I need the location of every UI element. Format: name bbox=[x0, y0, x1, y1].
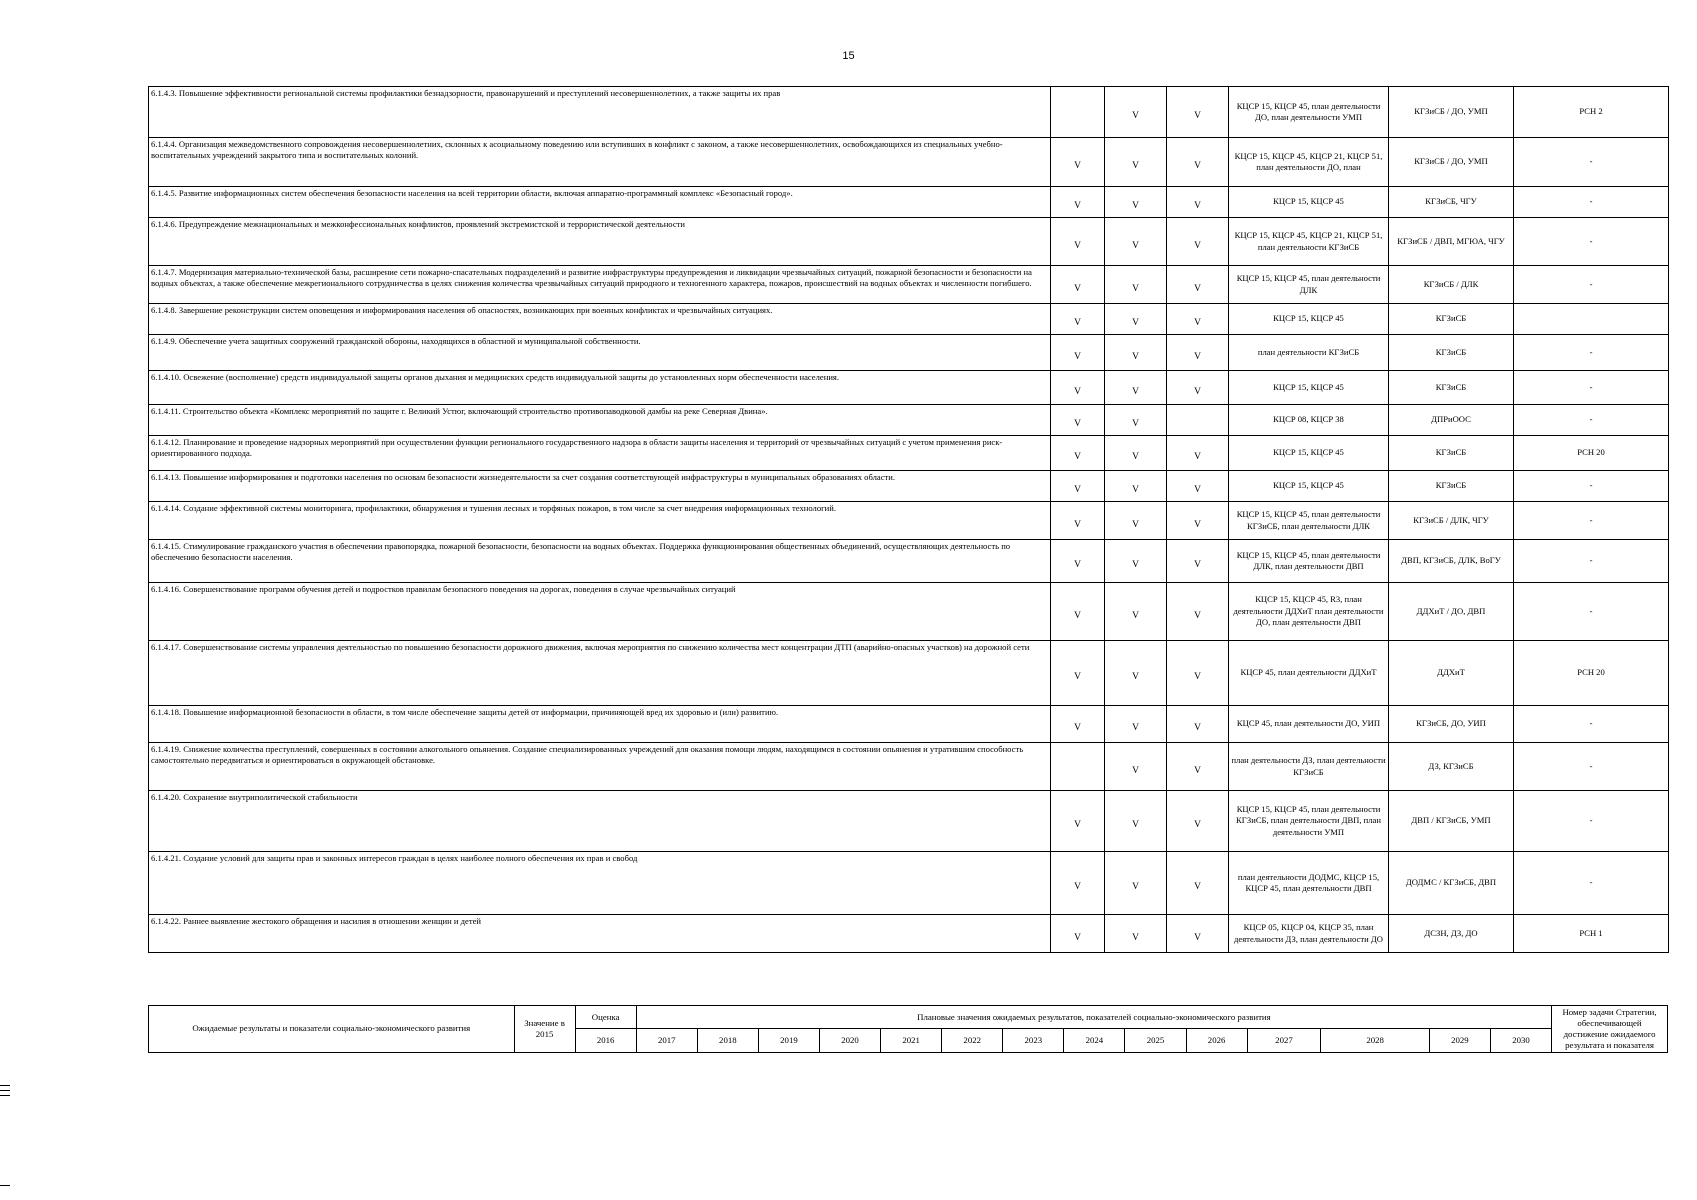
table-row bbox=[149, 371, 1669, 405]
rsn-code: - bbox=[1514, 706, 1669, 743]
mark-v-2: V bbox=[1105, 583, 1167, 641]
header-year: 2021 bbox=[881, 1029, 942, 1052]
mark-v-1: V bbox=[1051, 335, 1105, 371]
margin-mark bbox=[0, 1185, 10, 1186]
mark-v-1: V bbox=[1051, 218, 1105, 266]
table-row bbox=[149, 266, 1669, 304]
header-year: 2018 bbox=[697, 1029, 758, 1052]
mark-v-3: V bbox=[1167, 583, 1229, 641]
responsible: ДСЗН, ДЗ, ДО bbox=[1389, 915, 1514, 953]
mark-v-3: V bbox=[1167, 138, 1229, 187]
mark-v-1: V bbox=[1051, 405, 1105, 436]
mark-v-2: V bbox=[1105, 791, 1167, 852]
table-row bbox=[149, 502, 1669, 540]
rsn-code: - bbox=[1514, 540, 1669, 583]
mark-v-3: V bbox=[1167, 743, 1229, 791]
responsible: ДДХиТ / ДО, ДВП bbox=[1389, 583, 1514, 641]
funding-source: КЦСР 15, КЦСР 45, R3, план деятельности ДДХиТ план деятельности ДО, план деятельности ДВП bbox=[1229, 583, 1389, 641]
table-row bbox=[149, 791, 1669, 852]
table-row bbox=[149, 706, 1669, 743]
funding-source: КЦСР 15, КЦСР 45, план деятельности КГЗиСБ, план деятельности ДЛК bbox=[1229, 502, 1389, 540]
mark-v-2: V bbox=[1105, 743, 1167, 791]
header-year: 2029 bbox=[1429, 1029, 1490, 1052]
table-row bbox=[149, 405, 1669, 436]
mark-v-3: V bbox=[1167, 471, 1229, 502]
mark-v-1: V bbox=[1051, 371, 1105, 405]
table-row bbox=[149, 87, 1669, 138]
header-planned: Плановые значения ожидаемых результатов, показателей социально-экономического развития bbox=[636, 1006, 1551, 1029]
table-row bbox=[149, 304, 1669, 335]
responsible: ДПРиООС bbox=[1389, 405, 1514, 436]
task-text: 6.1.4.17. Совершенствование системы управления деятельностью по повышению безопасности дорожного движения, включая мероприятия по снижению количества мест концентрации ДТП (аварийно-опасных участков) на дорожной сети bbox=[149, 641, 1051, 706]
mark-v-2: V bbox=[1105, 187, 1167, 218]
table-row bbox=[149, 641, 1669, 706]
header-year: 2025 bbox=[1125, 1029, 1186, 1052]
task-text: 6.1.4.3. Повышение эффективности региональной системы профилактики безнадзорности, правонарушений и преступлений несовершеннолетних, а также защиты их прав bbox=[149, 87, 1051, 138]
mark-v-3: V bbox=[1167, 304, 1229, 335]
mark-v-1 bbox=[1051, 743, 1105, 791]
mark-v-2: V bbox=[1105, 641, 1167, 706]
mark-v-1: V bbox=[1051, 502, 1105, 540]
funding-source: КЦСР 15, КЦСР 45, план деятельности ДЛК bbox=[1229, 266, 1389, 304]
rsn-code: - bbox=[1514, 218, 1669, 266]
responsible: ДОДМС / КГЗиСБ, ДВП bbox=[1389, 852, 1514, 915]
mark-v-3: V bbox=[1167, 641, 1229, 706]
responsible: КГЗиСБ bbox=[1389, 436, 1514, 471]
header-year: 2023 bbox=[1003, 1029, 1064, 1052]
header-year: 2027 bbox=[1247, 1029, 1321, 1052]
table-row bbox=[149, 915, 1669, 953]
header-results: Ожидаемые результаты и показатели социально-экономического развития bbox=[149, 1006, 515, 1053]
rsn-code: - bbox=[1514, 335, 1669, 371]
header-year: 2024 bbox=[1064, 1029, 1125, 1052]
mark-v-1: V bbox=[1051, 915, 1105, 953]
funding-source: КЦСР 05, КЦСР 04, КЦСР 35, план деятельности ДЗ, план деятельности ДО bbox=[1229, 915, 1389, 953]
funding-source: план деятельности ДОДМС, КЦСР 15, КЦСР 45, план деятельности ДВП bbox=[1229, 852, 1389, 915]
rsn-code: - bbox=[1514, 791, 1669, 852]
mark-v-2: V bbox=[1105, 371, 1167, 405]
mark-v-1: V bbox=[1051, 471, 1105, 502]
mark-v-1: V bbox=[1051, 266, 1105, 304]
responsible: КГЗиСБ, ДО, УИП bbox=[1389, 706, 1514, 743]
mark-v-1: V bbox=[1051, 138, 1105, 187]
table-row bbox=[149, 138, 1669, 187]
rsn-code: - bbox=[1514, 371, 1669, 405]
table-row bbox=[149, 471, 1669, 502]
task-text: 6.1.4.16. Совершенствование программ обучения детей и подростков правилам безопасного поведения на дорогах, поведения в случае чрезвычайных ситуаций bbox=[149, 583, 1051, 641]
task-text: 6.1.4.19. Снижение количества преступлений, совершенных в состоянии алкогольного опьянения. Создание специализированных учреждений для оказания помощи людям, находящимся в состоянии опьянения и утратившим способность самостоятельно передвигаться и ориентироваться в окружающей обстановке. bbox=[149, 743, 1051, 791]
mark-v-2: V bbox=[1105, 502, 1167, 540]
mark-v-3: V bbox=[1167, 335, 1229, 371]
header-year: 2017 bbox=[636, 1029, 697, 1052]
rsn-code: - bbox=[1514, 187, 1669, 218]
funding-source: КЦСР 15, КЦСР 45 bbox=[1229, 371, 1389, 405]
funding-source: КЦСР 15, КЦСР 45, план деятельности ДЛК, план деятельности ДВП bbox=[1229, 540, 1389, 583]
mark-v-3: V bbox=[1167, 436, 1229, 471]
task-text: 6.1.4.13. Повышение информирования и подготовки населения по основам безопасности жизнедеятельности за счет создания соответствующей инфраструктуры в муниципальных образованиях области. bbox=[149, 471, 1051, 502]
funding-source: план деятельности КГЗиСБ bbox=[1229, 335, 1389, 371]
funding-source: план деятельности ДЗ, план деятельности КГЗиСБ bbox=[1229, 743, 1389, 791]
header-year: 2026 bbox=[1186, 1029, 1247, 1052]
rsn-code: - bbox=[1514, 266, 1669, 304]
mark-v-2: V bbox=[1105, 436, 1167, 471]
rsn-code: - bbox=[1514, 743, 1669, 791]
task-text: 6.1.4.15. Стимулирование гражданского участия в обеспечении правопорядка, пожарной безопасности, безопасности на водных объектах. Поддержка функционирования общественных объединений, осуществляющих деятельность по обеспечению безопасности населения. bbox=[149, 540, 1051, 583]
rsn-code: РСН 20 bbox=[1514, 436, 1669, 471]
task-text: 6.1.4.6. Предупреждение межнациональных и межконфессиональных конфликтов, проявлений экстремистской и террористической деятельности bbox=[149, 218, 1051, 266]
task-text: 6.1.4.7. Модернизация материально-технической базы, расширение сети пожарно-спасательных подразделений и развитие инфраструктуры предупреждения и ликвидации чрезвычайных ситуаций, пожарной безопасности и безопасности на водных объектах, а также обеспечение межрегионального сотрудничества в целях снижения количества чрезвычайных ситуаций природного и техногенного характера, пожаров, происшествий на водных объектах и численности погибшего. bbox=[149, 266, 1051, 304]
responsible: КГЗиСБ / ДЛК, ЧГУ bbox=[1389, 502, 1514, 540]
rsn-code: РСН 1 bbox=[1514, 915, 1669, 953]
mark-v-1: V bbox=[1051, 706, 1105, 743]
mark-v-2: V bbox=[1105, 915, 1167, 953]
task-text: 6.1.4.9. Обеспечение учета защитных сооружений гражданской обороны, находящихся в областной и муниципальной собственности. bbox=[149, 335, 1051, 371]
funding-source: КЦСР 15, КЦСР 45, план деятельности КГЗиСБ, план деятельности ДВП, план деятельности УМП bbox=[1229, 791, 1389, 852]
mark-v-1: V bbox=[1051, 187, 1105, 218]
task-text: 6.1.4.10. Освежение (восполнение) средств индивидуальной защиты органов дыхания и медицинских средств индивидуальной защиты до установленных норм обеспеченности населения. bbox=[149, 371, 1051, 405]
funding-source: КЦСР 15, КЦСР 45, КЦСР 21, КЦСР 51, план деятельности КГЗиСБ bbox=[1229, 218, 1389, 266]
task-text: 6.1.4.11. Строительство объекта «Комплекс мероприятий по защите г. Великий Устюг, включающий строительство противопаводковой дамбы на реке Северная Двина». bbox=[149, 405, 1051, 436]
funding-source: КЦСР 15, КЦСР 45 bbox=[1229, 304, 1389, 335]
mark-v-2: V bbox=[1105, 304, 1167, 335]
mark-v-1: V bbox=[1051, 852, 1105, 915]
measures-table bbox=[148, 86, 1669, 953]
table-row bbox=[149, 187, 1669, 218]
rsn-code: - bbox=[1514, 405, 1669, 436]
measures-table-body bbox=[149, 87, 1669, 953]
table-row bbox=[149, 852, 1669, 915]
mark-v-3: V bbox=[1167, 791, 1229, 852]
responsible: КГЗиСБ / ДВП, МГЮА, ЧГУ bbox=[1389, 218, 1514, 266]
mark-v-2: V bbox=[1105, 405, 1167, 436]
task-text: 6.1.4.12. Планирование и проведение надзорных мероприятий при осуществлении функции регионального государственного надзора в области защиты населения и территорий от чрезвычайных ситуаций с учетом применения риск-ориентированного подхода. bbox=[149, 436, 1051, 471]
mark-v-3: V bbox=[1167, 87, 1229, 138]
header-year: 2019 bbox=[758, 1029, 819, 1052]
rsn-code: - bbox=[1514, 583, 1669, 641]
funding-source: КЦСР 15, КЦСР 45 bbox=[1229, 471, 1389, 502]
margin-mark bbox=[0, 1085, 10, 1086]
funding-source: КЦСР 45, план деятельности ДДХиТ bbox=[1229, 641, 1389, 706]
mark-v-2: V bbox=[1105, 852, 1167, 915]
funding-source: КЦСР 45, план деятельности ДО, УИП bbox=[1229, 706, 1389, 743]
responsible: КГЗиСБ bbox=[1389, 304, 1514, 335]
rsn-code: - bbox=[1514, 852, 1669, 915]
margin-mark bbox=[0, 1095, 10, 1096]
funding-source: КЦСР 15, КЦСР 45, план деятельности ДО, план деятельности УМП bbox=[1229, 87, 1389, 138]
funding-source: КЦСР 15, КЦСР 45 bbox=[1229, 187, 1389, 218]
header-year: 2028 bbox=[1321, 1029, 1429, 1052]
mark-v-1: V bbox=[1051, 540, 1105, 583]
responsible: ДВП, КГЗиСБ, ДЛК, ВоГУ bbox=[1389, 540, 1514, 583]
responsible: КГЗиСБ, ЧГУ bbox=[1389, 187, 1514, 218]
mark-v-2: V bbox=[1105, 218, 1167, 266]
task-text: 6.1.4.21. Создание условий для защиты прав и законных интересов граждан в целях наиболее полного обеспечения их прав и свобод bbox=[149, 852, 1051, 915]
table-row bbox=[149, 436, 1669, 471]
responsible: КГЗиСБ bbox=[1389, 335, 1514, 371]
mark-v-3: V bbox=[1167, 371, 1229, 405]
mark-v-1: V bbox=[1051, 791, 1105, 852]
mark-v-3: V bbox=[1167, 266, 1229, 304]
responsible: ДЗ, КГЗиСБ bbox=[1389, 743, 1514, 791]
page-number: 15 bbox=[842, 50, 855, 62]
mark-v-3 bbox=[1167, 405, 1229, 436]
funding-source: КЦСР 08, КЦСР 38 bbox=[1229, 405, 1389, 436]
mark-v-3: V bbox=[1167, 540, 1229, 583]
mark-v-1: V bbox=[1051, 641, 1105, 706]
mark-v-2: V bbox=[1105, 266, 1167, 304]
mark-v-3: V bbox=[1167, 915, 1229, 953]
mark-v-3: V bbox=[1167, 187, 1229, 218]
task-text: 6.1.4.18. Повышение информационной безопасности в области, в том числе обеспечение защиты детей от информации, причиняющей вред их здоровью и (или) развитию. bbox=[149, 706, 1051, 743]
table-row bbox=[149, 743, 1669, 791]
task-text: 6.1.4.22. Раннее выявление жестокого обращения и насилия в отношении женщин и детей bbox=[149, 915, 1051, 953]
funding-source: КЦСР 15, КЦСР 45 bbox=[1229, 436, 1389, 471]
mark-v-2: V bbox=[1105, 706, 1167, 743]
table-row bbox=[149, 583, 1669, 641]
responsible: ДДХиТ bbox=[1389, 641, 1514, 706]
mark-v-2: V bbox=[1105, 540, 1167, 583]
header-row-top bbox=[149, 1006, 1668, 1029]
responsible: КГЗиСБ bbox=[1389, 371, 1514, 405]
results-header-table bbox=[148, 1005, 1668, 1053]
rsn-code: - bbox=[1514, 138, 1669, 187]
header-year: 2022 bbox=[942, 1029, 1003, 1052]
rsn-code: - bbox=[1514, 471, 1669, 502]
mark-v-2: V bbox=[1105, 335, 1167, 371]
table-row bbox=[149, 540, 1669, 583]
header-estimate: Оценка bbox=[575, 1006, 636, 1029]
header-year: 2030 bbox=[1490, 1029, 1551, 1052]
header-year: 2020 bbox=[819, 1029, 880, 1052]
responsible: ДВП / КГЗиСБ, УМП bbox=[1389, 791, 1514, 852]
table-row bbox=[149, 335, 1669, 371]
rsn-code: РСН 2 bbox=[1514, 87, 1669, 138]
funding-source: КЦСР 15, КЦСР 45, КЦСР 21, КЦСР 51, план деятельности ДО, план bbox=[1229, 138, 1389, 187]
task-text: 6.1.4.8. Завершение реконструкции систем оповещения и информирования населения об опасностях, возникающих при военных конфликтах и чрезвычайных ситуациях. bbox=[149, 304, 1051, 335]
rsn-code bbox=[1514, 304, 1669, 335]
rsn-code: РСН 20 bbox=[1514, 641, 1669, 706]
rsn-code: - bbox=[1514, 502, 1669, 540]
header-value-2015: Значение в 2015 bbox=[514, 1006, 575, 1053]
mark-v-2: V bbox=[1105, 138, 1167, 187]
margin-mark bbox=[0, 1090, 10, 1091]
mark-v-3: V bbox=[1167, 218, 1229, 266]
responsible: КГЗиСБ / ДО, УМП bbox=[1389, 138, 1514, 187]
mark-v-2: V bbox=[1105, 87, 1167, 138]
responsible: КГЗиСБ / ДО, УМП bbox=[1389, 87, 1514, 138]
task-text: 6.1.4.20. Сохранение внутриполитической стабильности bbox=[149, 791, 1051, 852]
task-text: 6.1.4.14. Создание эффективной системы мониторинга, профилактики, обнаружения и тушения лесных и торфяных пожаров, в том числе за счет внедрения информационных технологий. bbox=[149, 502, 1051, 540]
mark-v-3: V bbox=[1167, 706, 1229, 743]
task-text: 6.1.4.5. Развитие информационных систем обеспечения безопасности населения на всей территории области, включая аппаратно-программный комплекс «Безопасный город». bbox=[149, 187, 1051, 218]
mark-v-1: V bbox=[1051, 436, 1105, 471]
mark-v-2: V bbox=[1105, 471, 1167, 502]
table-row bbox=[149, 218, 1669, 266]
mark-v-3: V bbox=[1167, 852, 1229, 915]
header-task-number: Номер задачи Стратегии, обеспечивающей достижение ожидаемого результата и показателя bbox=[1552, 1006, 1668, 1053]
responsible: КГЗиСБ bbox=[1389, 471, 1514, 502]
mark-v-3: V bbox=[1167, 502, 1229, 540]
responsible: КГЗиСБ / ДЛК bbox=[1389, 266, 1514, 304]
header-estimate-year: 2016 bbox=[575, 1029, 636, 1052]
mark-v-1: V bbox=[1051, 583, 1105, 641]
task-text: 6.1.4.4. Организация межведомственного сопровождения несовершеннолетних, склонных к асоциальному поведению или вступивших в конфликт с законом, а также несовершеннолетних, освобождающихся из специальных учебно-воспитательных учреждений закрытого типа и воспитательных колоний. bbox=[149, 138, 1051, 187]
mark-v-1: V bbox=[1051, 304, 1105, 335]
mark-v-1 bbox=[1051, 87, 1105, 138]
